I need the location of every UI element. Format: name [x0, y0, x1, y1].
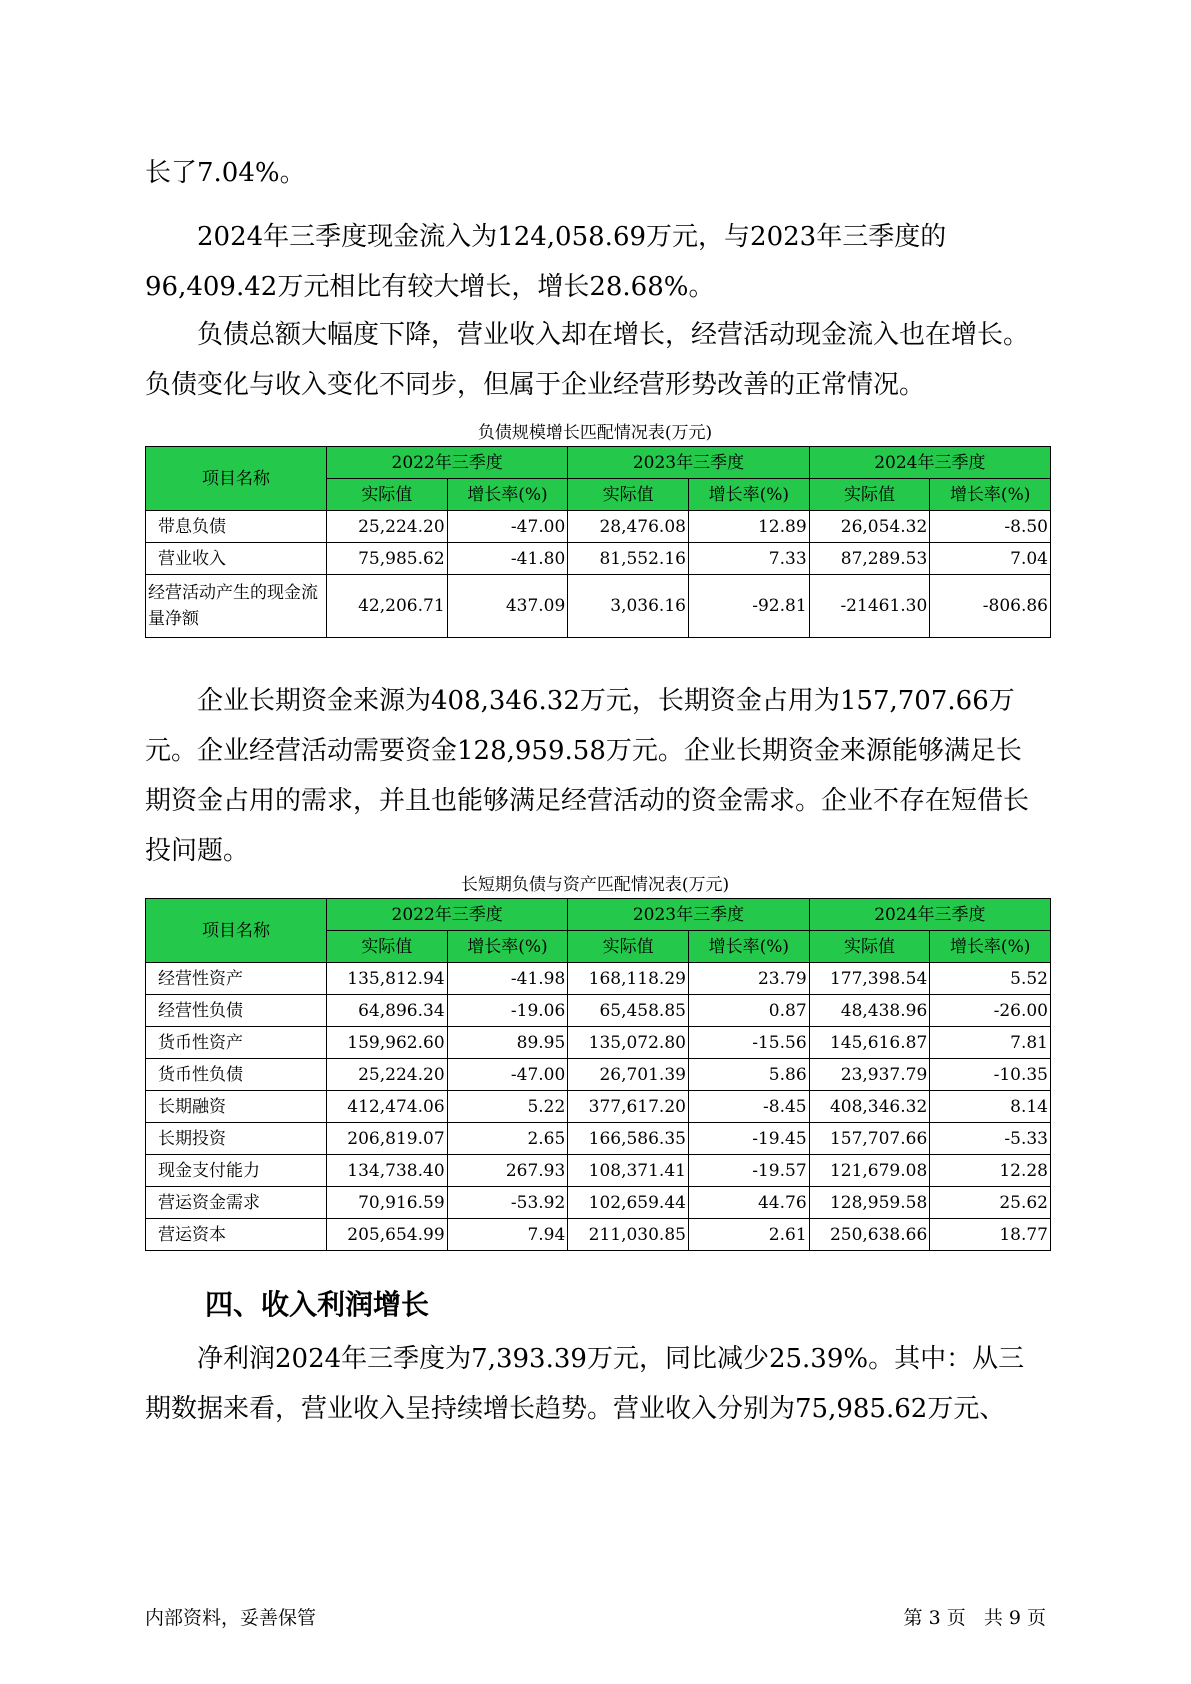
row-label: 经营性负债 — [146, 995, 327, 1027]
cell-growth-rate: -41.98 — [447, 963, 568, 995]
cell-growth-rate: 89.95 — [447, 1027, 568, 1059]
row-label: 长期投资 — [146, 1123, 327, 1155]
header-period: 2023年三季度 — [568, 447, 809, 479]
cell-actual-value: 70,916.59 — [326, 1187, 447, 1219]
asset-liability-match-table — [145, 898, 1051, 1251]
cell-growth-rate: -47.00 — [447, 511, 568, 543]
table-row — [146, 1187, 1051, 1219]
cell-growth-rate: -19.06 — [447, 995, 568, 1027]
row-label: 长期融资 — [146, 1091, 327, 1123]
cell-growth-rate: -15.56 — [688, 1027, 809, 1059]
cell-actual-value: 3,036.16 — [568, 575, 689, 638]
cell-growth-rate: 7.33 — [688, 543, 809, 575]
cell-growth-rate: 5.52 — [930, 963, 1051, 995]
header-actual: 实际值 — [326, 479, 447, 511]
cell-growth-rate: -92.81 — [688, 575, 809, 638]
cell-actual-value: 26,701.39 — [568, 1059, 689, 1091]
table-row — [146, 1059, 1051, 1091]
cell-growth-rate: -8.45 — [688, 1091, 809, 1123]
footer-page-number: 第 3 页 共 9 页 — [903, 1607, 1046, 1629]
cell-growth-rate: -806.86 — [930, 575, 1051, 638]
cell-growth-rate: 7.81 — [930, 1027, 1051, 1059]
row-label: 营运资本 — [146, 1219, 327, 1251]
cell-actual-value: 48,438.96 — [809, 995, 930, 1027]
cell-actual-value: 205,654.99 — [326, 1219, 447, 1251]
row-label: 货币性负债 — [146, 1059, 327, 1091]
table-row — [146, 1091, 1051, 1123]
header-growth: 增长率(%) — [447, 479, 568, 511]
cell-actual-value: 81,552.16 — [568, 543, 689, 575]
cell-growth-rate: 12.28 — [930, 1155, 1051, 1187]
table-row — [146, 1123, 1051, 1155]
header-actual: 实际值 — [568, 931, 689, 963]
cell-actual-value: 166,586.35 — [568, 1123, 689, 1155]
paragraph-liability-analysis: 负债总额大幅度下降，营业收入却在增长，经营活动现金流入也在增长。负债变化与收入变化不同步，但属于企业经营形势改善的正常情况。 — [145, 320, 1030, 400]
cell-actual-value: 25,224.20 — [326, 1059, 447, 1091]
header-actual: 实际值 — [809, 479, 930, 511]
header-growth: 增长率(%) — [930, 479, 1051, 511]
footer-confidential: 内部资料，妥善保管 — [145, 1607, 317, 1629]
cell-actual-value: 23,937.79 — [809, 1059, 930, 1091]
cell-actual-value: 177,398.54 — [809, 963, 930, 995]
header-growth: 增长率(%) — [930, 931, 1051, 963]
cell-actual-value: 102,659.44 — [568, 1187, 689, 1219]
cell-growth-rate: -19.45 — [688, 1123, 809, 1155]
cell-growth-rate: -8.50 — [930, 511, 1051, 543]
cell-growth-rate: 2.65 — [447, 1123, 568, 1155]
header-growth: 增长率(%) — [688, 931, 809, 963]
row-label: 营运资金需求 — [146, 1187, 327, 1219]
cell-actual-value: 42,206.71 — [326, 575, 447, 638]
table-row — [146, 1219, 1051, 1251]
cell-growth-rate: -53.92 — [447, 1187, 568, 1219]
header-period: 2022年三季度 — [326, 447, 567, 479]
header-period: 2024年三季度 — [809, 447, 1050, 479]
cell-growth-rate: 5.22 — [447, 1091, 568, 1123]
cell-actual-value: 145,616.87 — [809, 1027, 930, 1059]
cell-actual-value: 206,819.07 — [326, 1123, 447, 1155]
cell-growth-rate: -5.33 — [930, 1123, 1051, 1155]
cell-growth-rate: -19.57 — [688, 1155, 809, 1187]
header-growth: 增长率(%) — [688, 479, 809, 511]
cell-growth-rate: -26.00 — [930, 995, 1051, 1027]
cell-growth-rate: 0.87 — [688, 995, 809, 1027]
cell-growth-rate: 7.04 — [930, 543, 1051, 575]
cell-actual-value: 121,679.08 — [809, 1155, 930, 1187]
cell-actual-value: 211,030.85 — [568, 1219, 689, 1251]
cell-growth-rate: -47.00 — [447, 1059, 568, 1091]
paragraph-net-profit: 净利润2024年三季度为7,393.39万元，同比减少25.39%。其中：从三期数据来看，营业收入呈持续增长趋势。营业收入分别为75,985.62万元、 — [145, 1344, 1025, 1424]
cell-actual-value: 25,224.20 — [326, 511, 447, 543]
table-row — [146, 575, 1051, 638]
cell-growth-rate: 2.61 — [688, 1219, 809, 1251]
cell-actual-value: 157,707.66 — [809, 1123, 930, 1155]
liability-growth-table — [145, 446, 1051, 638]
cell-actual-value: 128,959.58 — [809, 1187, 930, 1219]
row-label: 营业收入 — [146, 543, 327, 575]
row-label: 经营性资产 — [146, 963, 327, 995]
cell-growth-rate: 267.93 — [447, 1155, 568, 1187]
table2-caption: 长短期负债与资产匹配情况表(万元) — [460, 875, 730, 895]
cell-actual-value: 250,638.66 — [809, 1219, 930, 1251]
header-period: 2022年三季度 — [326, 899, 567, 931]
section-heading: 四、收入利润增长 — [205, 1288, 430, 1321]
header-period: 2024年三季度 — [809, 899, 1050, 931]
cell-growth-rate: 5.86 — [688, 1059, 809, 1091]
cell-actual-value: 377,617.20 — [568, 1091, 689, 1123]
header-actual: 实际值 — [568, 479, 689, 511]
cell-actual-value: 408,346.32 — [809, 1091, 930, 1123]
table-row — [146, 1155, 1051, 1187]
header-actual: 实际值 — [326, 931, 447, 963]
table1-caption: 负债规模增长匹配情况表(万元) — [477, 423, 713, 443]
row-label: 货币性资产 — [146, 1027, 327, 1059]
cell-actual-value: 412,474.06 — [326, 1091, 447, 1123]
paragraph-cash-inflow: 2024年三季度现金流入为124,058.69万元，与2023年三季度的96,409.42万元相比有较大增长，增长28.68%。 — [145, 222, 947, 302]
cell-actual-value: 159,962.60 — [326, 1027, 447, 1059]
cell-growth-rate: 18.77 — [930, 1219, 1051, 1251]
table-row — [146, 963, 1051, 995]
cell-actual-value: 28,476.08 — [568, 511, 689, 543]
cell-actual-value: 26,054.32 — [809, 511, 930, 543]
cell-growth-rate: 23.79 — [688, 963, 809, 995]
header-period: 2023年三季度 — [568, 899, 809, 931]
cell-growth-rate: 44.76 — [688, 1187, 809, 1219]
cell-growth-rate: -41.80 — [447, 543, 568, 575]
cell-growth-rate: 437.09 — [447, 575, 568, 638]
paragraph-continuation: 长了7.04%。 — [145, 158, 306, 188]
cell-actual-value: 64,896.34 — [326, 995, 447, 1027]
cell-growth-rate: 8.14 — [930, 1091, 1051, 1123]
cell-actual-value: 135,072.80 — [568, 1027, 689, 1059]
header-actual: 实际值 — [809, 931, 930, 963]
cell-actual-value: 65,458.85 — [568, 995, 689, 1027]
cell-growth-rate: 12.89 — [688, 511, 809, 543]
cell-actual-value: 135,812.94 — [326, 963, 447, 995]
cell-actual-value: -21461.30 — [809, 575, 930, 638]
paragraph-long-term-funds: 企业长期资金来源为408,346.32万元，长期资金占用为157,707.66万元。企业经营活动需要资金128,959.58万元。企业长期资金来源能够满足长期资金占用的需求，并且也能够满足经营活动的资金需求。企业不存在短借长投问题。 — [145, 686, 1030, 866]
row-label: 经营活动产生的现金流量净额 — [146, 575, 327, 638]
cell-growth-rate: -10.35 — [930, 1059, 1051, 1091]
table-row — [146, 1027, 1051, 1059]
header-item-name: 项目名称 — [146, 447, 327, 511]
table-row — [146, 995, 1051, 1027]
cell-actual-value: 168,118.29 — [568, 963, 689, 995]
cell-growth-rate: 7.94 — [447, 1219, 568, 1251]
cell-actual-value: 87,289.53 — [809, 543, 930, 575]
row-label: 现金支付能力 — [146, 1155, 327, 1187]
table-row — [146, 511, 1051, 543]
row-label: 带息负债 — [146, 511, 327, 543]
header-item-name: 项目名称 — [146, 899, 327, 963]
cell-actual-value: 134,738.40 — [326, 1155, 447, 1187]
cell-actual-value: 108,371.41 — [568, 1155, 689, 1187]
cell-actual-value: 75,985.62 — [326, 543, 447, 575]
cell-growth-rate: 25.62 — [930, 1187, 1051, 1219]
header-growth: 增长率(%) — [447, 931, 568, 963]
table-row — [146, 543, 1051, 575]
